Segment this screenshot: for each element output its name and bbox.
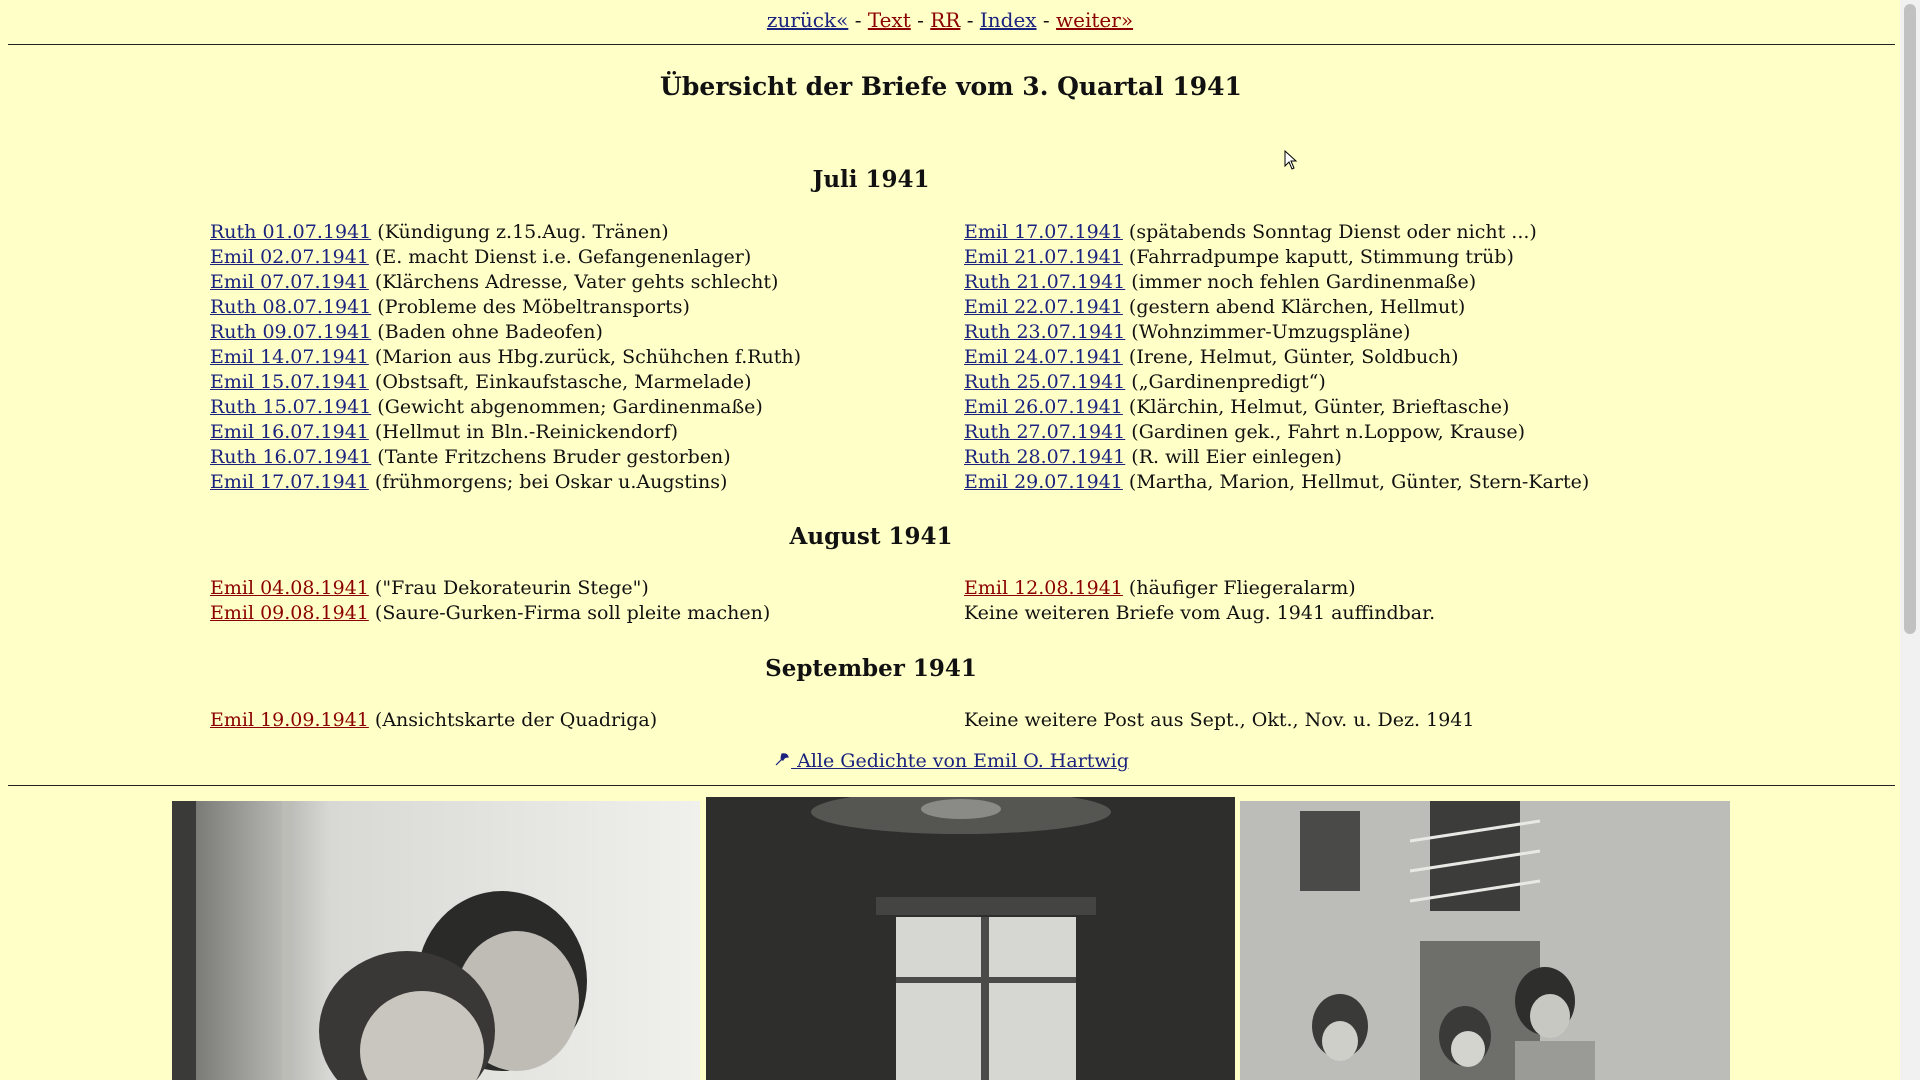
nav-separator: - <box>1042 8 1050 32</box>
poems-link[interactable] <box>773 750 1129 772</box>
divider <box>8 44 1895 45</box>
letter-description: (Tante Fritzchens Bruder gestorben) <box>377 446 731 468</box>
nav-rr-link[interactable]: RR <box>930 8 961 32</box>
letter-link[interactable]: Emil 09.08.1941 <box>210 602 369 624</box>
letter-description: (frühmorgens; bei Oskar u.Augstins) <box>374 471 728 493</box>
letter-link[interactable]: Ruth 25.07.1941 <box>964 371 1126 393</box>
nav-index-link[interactable]: Index <box>979 8 1037 32</box>
letter-description: (Kündigung z.15.Aug. Tränen) <box>377 221 669 243</box>
month-heading-july: Juli 1941 <box>812 166 930 193</box>
letter-description: (R. will Eier einlegen) <box>1131 446 1342 468</box>
letter-entry <box>210 470 801 495</box>
letter-link[interactable]: Ruth 08.07.1941 <box>210 296 372 318</box>
letter-link[interactable]: Ruth 27.07.1941 <box>964 421 1126 443</box>
letter-link[interactable]: Emil 15.07.1941 <box>210 371 369 393</box>
poems-link-row <box>0 750 1902 772</box>
august-right-list <box>964 576 1435 626</box>
letter-link[interactable]: Emil 17.07.1941 <box>964 221 1123 243</box>
nav-next-link[interactable]: weiter» <box>1056 8 1134 32</box>
month-heading-september: September 1941 <box>765 655 977 682</box>
letter-description: (immer noch fehlen Gardinenmaße) <box>1131 271 1477 293</box>
letter-entry <box>964 395 1589 420</box>
letter-description: (Saure-Gurken-Firma soll pleite machen) <box>374 602 771 624</box>
vertical-scrollbar[interactable] <box>1900 0 1920 1080</box>
letter-entry <box>964 445 1589 470</box>
letter-entry <box>964 295 1589 320</box>
letter-description: (gestern abend Klärchen, Hellmut) <box>1128 296 1466 318</box>
august-left-list <box>210 576 770 626</box>
letter-entry <box>964 470 1589 495</box>
letter-link[interactable]: Emil 21.07.1941 <box>964 246 1123 268</box>
letter-link[interactable]: Emil 07.07.1941 <box>210 271 369 293</box>
letter-entry <box>210 270 801 295</box>
photo-couple <box>172 801 700 1080</box>
letter-description: (Martha, Marion, Hellmut, Günter, Stern-Karte) <box>1128 471 1590 493</box>
letter-entry <box>210 245 801 270</box>
letter-description: (Klärchin, Helmut, Günter, Brieftasche) <box>1128 396 1510 418</box>
letter-link[interactable]: Emil 14.07.1941 <box>210 346 369 368</box>
photo-window-room <box>706 797 1235 1080</box>
letter-description: (Gewicht abgenommen; Gardinenmaße) <box>377 396 763 418</box>
nav-separator: - <box>854 8 862 32</box>
september-right-list <box>964 708 1474 733</box>
mouse-cursor-icon <box>1284 150 1298 174</box>
letter-entry <box>964 320 1589 345</box>
nav-separator: - <box>966 8 974 32</box>
letter-entry <box>964 345 1589 370</box>
letter-entry <box>964 220 1589 245</box>
letter-description: (Irene, Helmut, Günter, Soldbuch) <box>1128 346 1459 368</box>
photo-group-outdoors <box>1240 801 1730 1080</box>
divider <box>8 785 1895 786</box>
letter-entry <box>210 295 801 320</box>
page-title: Übersicht der Briefe vom 3. Quartal 1941 <box>660 72 1242 101</box>
letter-description: (spätabends Sonntag Dienst oder nicht ...) <box>1128 221 1537 243</box>
letter-entry <box>210 395 801 420</box>
letter-link[interactable]: Emil 22.07.1941 <box>964 296 1123 318</box>
letter-link[interactable]: Ruth 28.07.1941 <box>964 446 1126 468</box>
letter-entry <box>964 270 1589 295</box>
letter-entry <box>210 445 801 470</box>
letter-link[interactable]: Ruth 01.07.1941 <box>210 221 372 243</box>
scrollbar-thumb[interactable] <box>1904 4 1916 634</box>
letter-link[interactable]: Emil 02.07.1941 <box>210 246 369 268</box>
letter-entry <box>210 420 801 445</box>
letter-link[interactable]: Emil 24.07.1941 <box>964 346 1123 368</box>
letter-description: (E. macht Dienst i.e. Gefangenenlager) <box>374 246 752 268</box>
july-left-list <box>210 220 801 495</box>
letter-description: (Obstsaft, Einkaufstasche, Marmelade) <box>374 371 752 393</box>
letter-entry <box>210 576 770 601</box>
letter-description: (Klärchens Adresse, Vater gehts schlecht) <box>374 271 779 293</box>
nav-separator: - <box>917 8 924 32</box>
letter-link[interactable]: Ruth 21.07.1941 <box>964 271 1126 293</box>
letter-description: (Hellmut in Bln.-Reinickendorf) <box>374 421 679 443</box>
letter-description: (Probleme des Möbeltransports) <box>377 296 690 318</box>
poems-link-label: Alle Gedichte von Emil O. Hartwig <box>797 750 1129 772</box>
letter-entry <box>964 370 1589 395</box>
letter-entry <box>210 601 770 626</box>
september-left-list <box>210 708 657 733</box>
letter-description: (Ansichtskarte der Quadriga) <box>374 709 658 731</box>
letter-entry <box>210 370 801 395</box>
letter-description: (Marion aus Hbg.zurück, Schühchen f.Ruth) <box>374 346 802 368</box>
letter-description: (Wohnzimmer-Umzugspläne) <box>1131 321 1411 343</box>
letter-entry <box>964 420 1589 445</box>
letter-entry <box>210 320 801 345</box>
letter-link[interactable]: Ruth 23.07.1941 <box>964 321 1126 343</box>
quill-icon <box>773 750 791 772</box>
letter-entry <box>210 345 801 370</box>
letter-link[interactable]: Ruth 09.07.1941 <box>210 321 372 343</box>
nav-prev-link[interactable]: zurück« <box>766 8 849 32</box>
letter-description: (Fahrradpumpe kaputt, Stimmung trüb) <box>1128 246 1514 268</box>
letter-link[interactable]: Emil 16.07.1941 <box>210 421 369 443</box>
august-note: Keine weiteren Briefe vom Aug. 1941 auffindbar. <box>964 602 1436 624</box>
nav-text-link[interactable]: Text <box>867 8 911 32</box>
letter-description: („Gardinenpredigt“) <box>1131 371 1326 393</box>
july-right-list <box>964 220 1589 495</box>
letter-link[interactable]: Emil 12.08.1941 <box>964 577 1123 599</box>
letter-link[interactable]: Emil 19.09.1941 <box>210 709 369 731</box>
letter-entry <box>964 576 1435 601</box>
letter-link[interactable]: Emil 29.07.1941 <box>964 471 1123 493</box>
letter-link[interactable]: Emil 04.08.1941 <box>210 577 369 599</box>
letter-description: (Gardinen gek., Fahrt n.Loppow, Krause) <box>1131 421 1525 443</box>
letter-description: ("Frau Dekorateurin Stege") <box>374 577 649 599</box>
letter-link[interactable]: Ruth 15.07.1941 <box>210 396 372 418</box>
letter-link[interactable]: Emil 26.07.1941 <box>964 396 1123 418</box>
month-heading-august: August 1941 <box>789 523 953 550</box>
letter-description: (häufiger Fliegeralarm) <box>1128 577 1356 599</box>
letter-entry <box>964 245 1589 270</box>
letter-entry <box>210 708 657 733</box>
letter-description: (Baden ohne Badeofen) <box>377 321 603 343</box>
september-note: Keine weitere Post aus Sept., Okt., Nov. u. Dez. 1941 <box>964 709 1475 731</box>
top-navigation <box>0 8 1900 32</box>
letter-link[interactable]: Ruth 16.07.1941 <box>210 446 372 468</box>
letter-entry <box>210 220 801 245</box>
letter-link[interactable]: Emil 17.07.1941 <box>210 471 369 493</box>
